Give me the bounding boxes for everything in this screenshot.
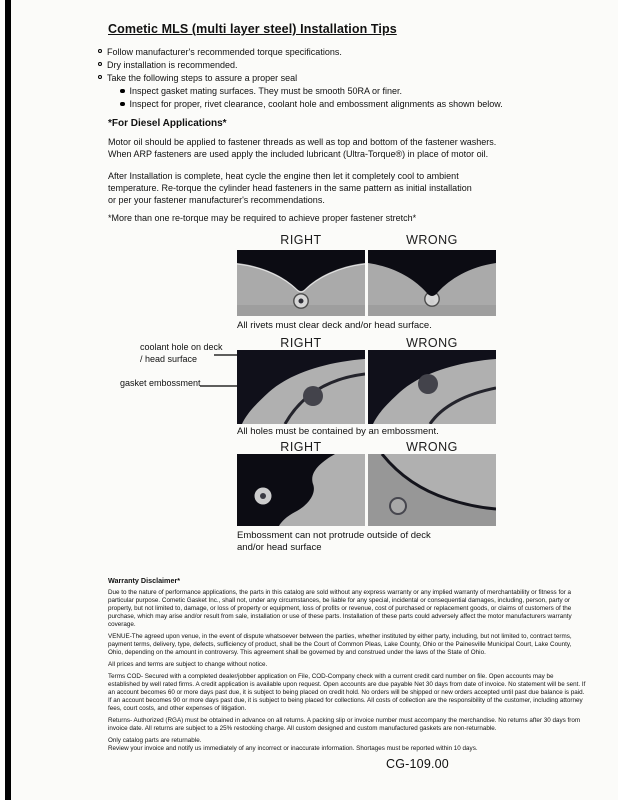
paragraph-line: or per your fastener manufacturer's recommendations. [108,195,325,205]
rivet-right-diagram [237,250,365,316]
warranty-paragraph: Only catalog parts are returnable. [108,737,202,744]
warranty-paragraph: All prices and terms are subject to change without notice. [108,661,268,668]
retorque-note: *More than one re-torque may be required to achieve proper fastener stretch* [108,213,417,223]
circle-bullet-icon [98,62,102,66]
right-label: RIGHT [280,233,322,247]
warranty-paragraph: Returns- Authorized (RGA) must be obtained in advance on all returns. A packing slip or invoice number must accompany the merchandise. No returns after 30 days from invoice date. All returns are subject to a 25% restocking charge. All custom designed and custom manufactured gaskets are non-returnable. [108,717,581,732]
paragraph-line: After Installation is complete, heat cycle the engine then let it completely cool to ambient [108,171,459,181]
wrong-label: WRONG [406,440,458,454]
coolant-hole-wrong-diagram [368,350,496,424]
page-title: Cometic MLS (multi layer steel) Installation Tips [108,22,397,36]
right-label: RIGHT [280,440,322,454]
tip-text: Follow manufacturer's recommended torque specifications. [107,47,342,57]
circle-bullet-icon [98,49,102,53]
diesel-paragraph-2 [108,170,472,206]
wrong-label: WRONG [406,233,458,247]
tips-list [98,46,503,111]
tip-text: Take the following steps to assure a proper seal [107,73,298,83]
dot-bullet-icon [120,89,125,94]
tip-item [98,59,503,72]
coolant-hole-right-diagram [237,350,365,424]
paragraph-line: When ARP fasteners are used apply the included lubricant (Ultra-Torque®) in place of motor oil. [108,149,489,159]
paragraph-line: temperature. Re-torque the cylinder head fasteners in the same pattern as initial installation [108,183,472,193]
diesel-paragraph-1 [108,136,496,160]
paragraph-line: Motor oil should be applied to fastener threads as well as top and bottom of the fastener washers. [108,137,497,147]
embossment-caption: Embossment can not protrude outside of deck and/or head surface [237,530,431,553]
tip-text: Inspect for proper, rivet clearance, coolant hole and embossment alignments as shown below. [129,99,503,109]
dot-bullet-icon [120,102,125,107]
diagram-section [0,228,618,564]
document-code: CG-109.00 [386,757,449,771]
right-label: RIGHT [280,336,322,350]
tip-item [98,46,503,59]
circle-bullet-icon [98,75,102,79]
warranty-paragraph: Review your invoice and notify us immediately of any incorrect or inaccurate information. Shortages must be reported within 10 days. [108,745,478,752]
rivet-caption: All rivets must clear deck and/or head surface. [237,320,432,331]
rivet-wrong-diagram [368,250,496,316]
warranty-heading: Warranty Disclaimer* [108,576,181,585]
diesel-heading: *For Diesel Applications* [108,118,227,129]
embossment-wrong-diagram [368,454,496,526]
warranty-paragraph: Terms COD- Secured with a completed dealer/jobber application on File, COD-Company check with a current credit card number on file. Open accounts may be established by well rated firms. A credit application is available upon request. Open accounts are due payable Net 30 days from date of invoice. No statement will be sent. If an account becomes 60 or more days past due, it is subject to being placed on credit hold. No orders will be shipped or new orders accepted until past due balance is paid. If an account becomes 90 or more days past due, it is subject to being placed for collections. All costs of collection are the responsibility of the customer, including attorney fees, court costs, and other expenses of litigation. [108,673,586,712]
holes-caption: All holes must be contained by an embossment. [237,426,439,437]
coolant-hole-callout: coolant hole on deck / head surface [140,342,223,364]
gasket-embossment-callout: gasket embossment [120,378,201,388]
tip-sub-item [120,85,503,98]
tip-item [98,72,503,85]
tip-text: Inspect gasket mating surfaces. They must be smooth 50RA or finer. [129,86,402,96]
tip-sub-item [120,98,503,111]
warranty-paragraph: Due to the nature of performance applications, the parts in this catalog are sold without any express warranty or any implied warranty of merchantability or fitness for a particular purpose. Cometic Gasket Inc., shall not, under any circumstances, be liable for any special, incidental or consequential damages, including, person, party or property, but not limited to, damage, or loss of property or equipment, loss of profits or revenue, cost of purchased or replacement goods, or claims of customers of the purchase, which may arise and/or result from sale, installation or use of these parts. Installation of these parts could adversely affect the motor manufacturers warranty coverage. [108,589,572,628]
wrong-label: WRONG [406,336,458,350]
warranty-section [108,576,586,757]
tip-text: Dry installation is recommended. [107,60,238,70]
embossment-right-diagram [237,454,365,526]
warranty-paragraph: VENUE-The agreed upon venue, in the event of dispute whatsoever between the parties, whether instituted by either party, including, but not limited to, contract terms, payment terms, delivery, type, defects, sufficiency of product, shall be the Court of Common Pleas, Lake County, Ohio or the Painesville Municipal Court, Lake County, Ohio, depending on the amount in controversy. This agreement shall be governed by and construed under the laws of the State of Ohio. [108,633,572,656]
